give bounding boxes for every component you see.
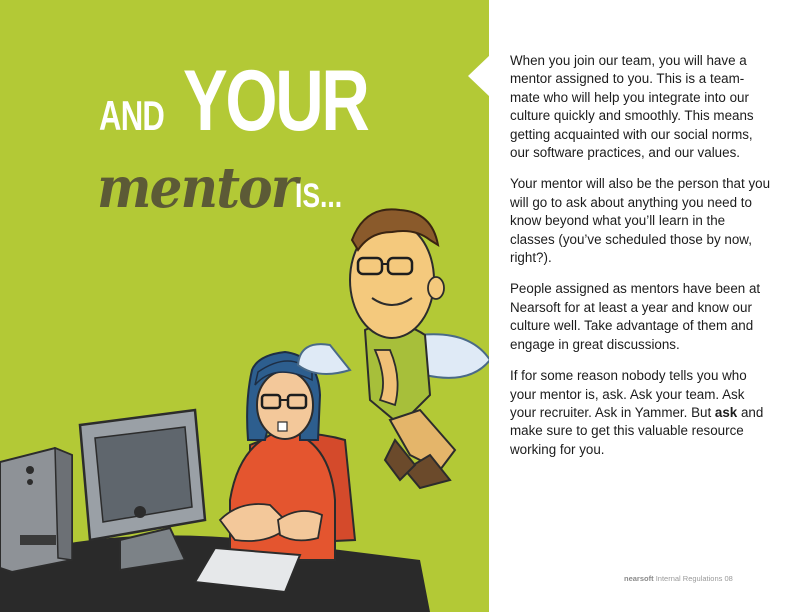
headline-mentor: mentor — [97, 155, 297, 221]
page-number: 08 — [724, 574, 733, 583]
body-text — [510, 52, 772, 472]
panel-notch — [468, 55, 490, 97]
footer-brand-logo: nearsoft — [624, 574, 654, 583]
page-footer — [624, 574, 733, 583]
headline-line1 — [99, 53, 419, 149]
paragraph-4 — [510, 367, 772, 459]
computer-tower — [0, 448, 72, 572]
paragraph-4-emphasis: ask — [714, 404, 738, 420]
paragraph-3: People assigned as mentors have been at Nearsoft for at least a year and know our culture well. Take advantage of them and engage in great discussions. — [510, 281, 761, 352]
headline-line2 — [97, 155, 355, 221]
footer-section: Internal Regulations — [655, 574, 723, 583]
headline-your: YOUR — [183, 53, 368, 149]
headline-and: AND — [99, 92, 165, 139]
paragraph-1: When you join our team, you will have a mentor assigned to you. This is a team-mate who will help you integrate into our culture quickly and smoothly. This means getting acquainted with our social norms, our software practices, and our values. — [510, 53, 754, 161]
paragraph-4-start: If for some reason nobody tells you who your mentor is, ask. Ask your team. Ask your recruiter. Ask in Yammer. But — [510, 368, 747, 420]
paragraph-4-end: and make sure to get this valuable resource working for you. — [510, 404, 764, 457]
paragraph-2: Your mentor will also be the person that you will go to ask about anything you need to know beyond what you’ll learn in the classes (you’ve scheduled those by now, right?). — [510, 176, 771, 266]
woman-figure — [220, 352, 335, 560]
headline-is: IS... — [295, 177, 343, 215]
